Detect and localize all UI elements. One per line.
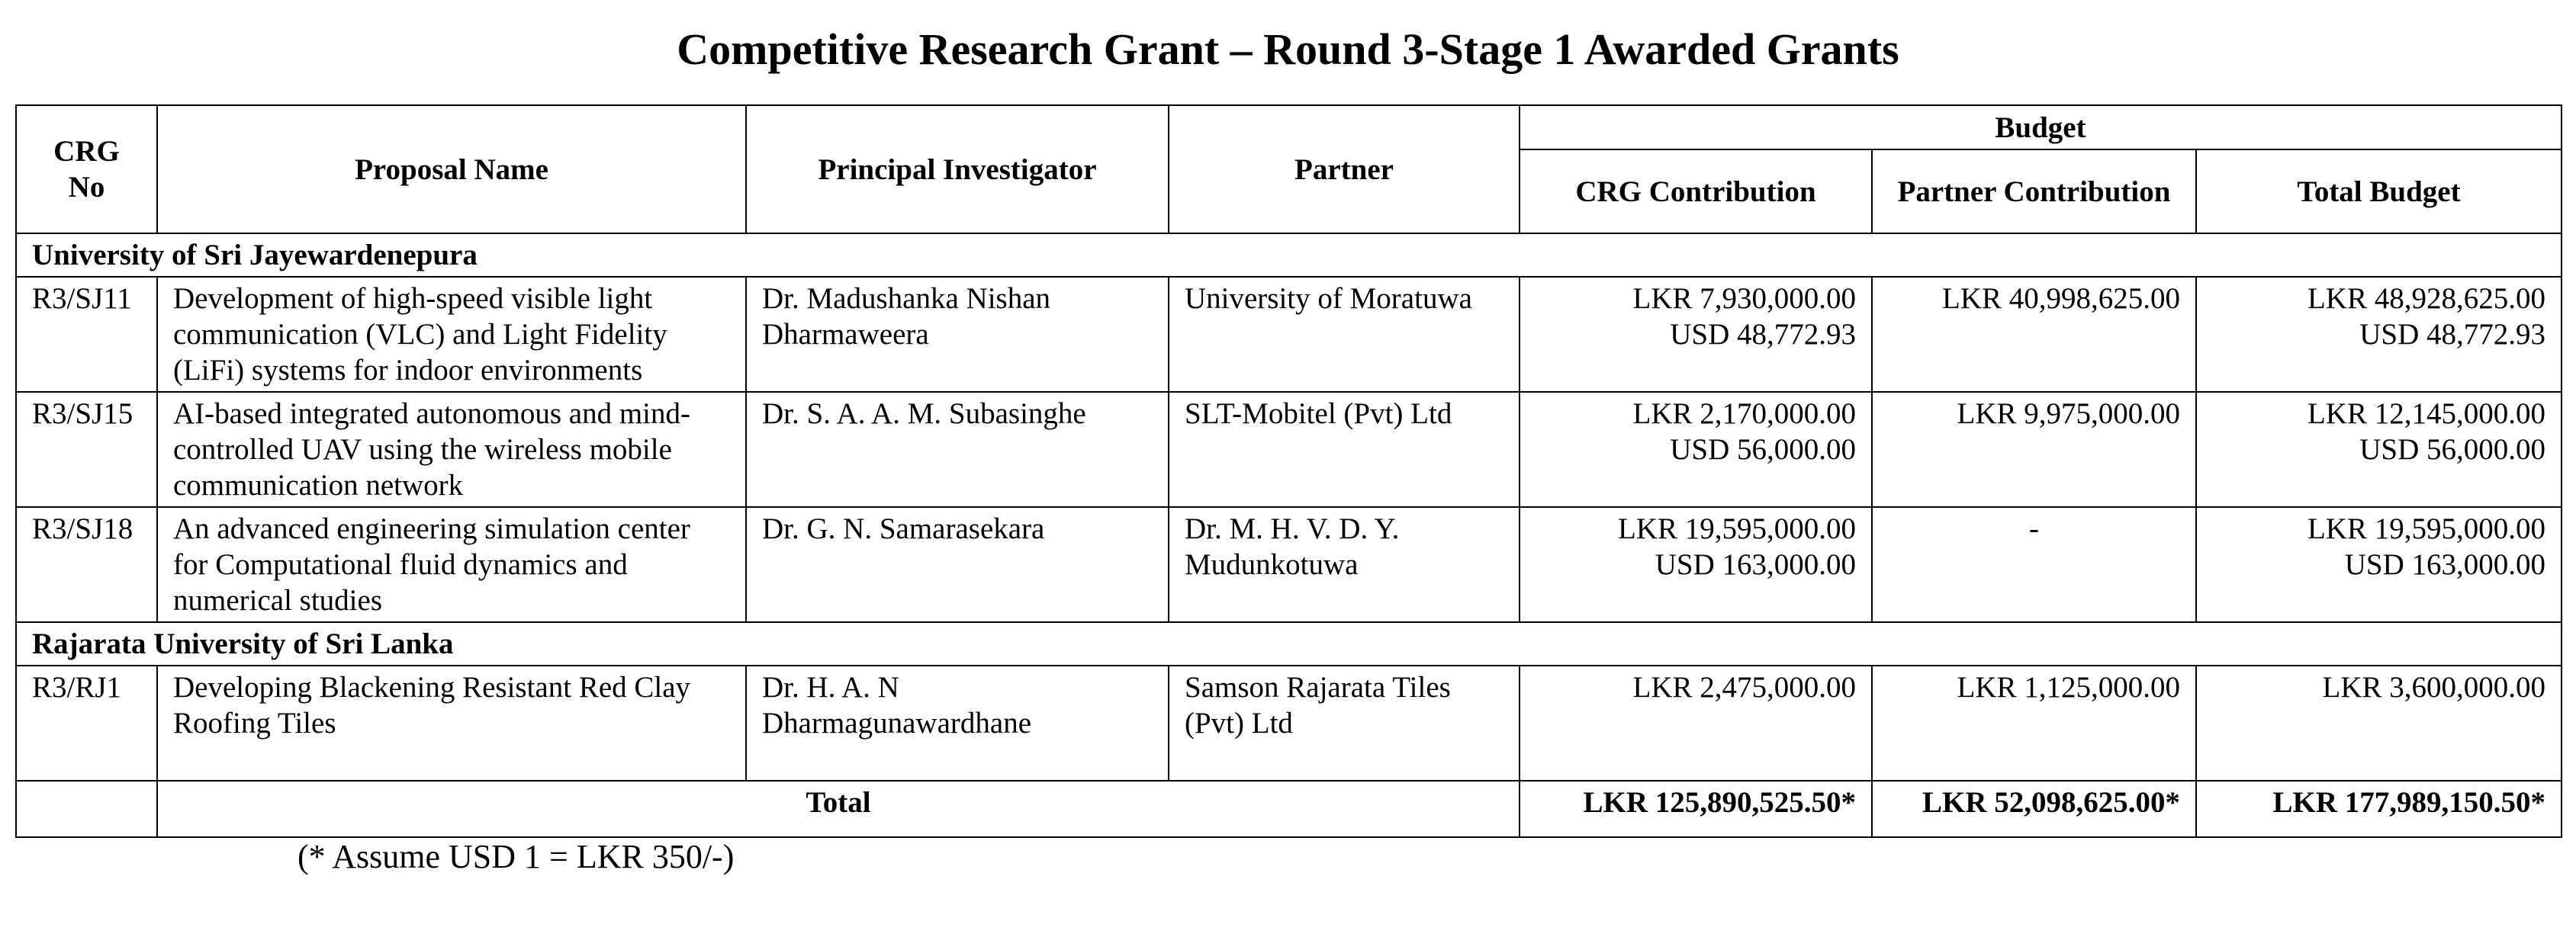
partner-cell xyxy=(1169,392,1520,507)
partner-cell xyxy=(1169,666,1520,781)
crg-contribution-cell-line-2: USD 56,000.00 xyxy=(1670,433,1856,466)
crg-contribution-cell-line-1: LKR 7,930,000.00 xyxy=(1632,282,1856,315)
total-crg: LKR 125,890,525.50* xyxy=(1520,781,1872,837)
pi-cell-line-1: Dr. S. A. A. M. Subasinghe xyxy=(762,397,1086,430)
crg-no-cell-line-1: R3/RJ1 xyxy=(32,671,122,704)
pi-cell xyxy=(746,392,1169,507)
header-partner-contribution: Partner Contribution xyxy=(1872,149,2196,233)
total-budget: LKR 177,989,150.50* xyxy=(2196,781,2562,837)
total-budget-cell xyxy=(2196,507,2562,622)
header-partner: Partner xyxy=(1169,105,1520,233)
partner-contribution-cell xyxy=(1872,392,2196,507)
university-row xyxy=(16,233,2562,277)
pi-cell xyxy=(746,507,1169,622)
crg-no-cell-line-1: R3/SJ11 xyxy=(32,282,132,315)
crg-no-cell xyxy=(16,392,157,507)
pi-cell-line-1: Dr. Madushanka Nishan Dharmaweera xyxy=(762,282,1051,351)
pi-cell-line-1: Dr. G. N. Samarasekara xyxy=(762,512,1045,545)
partner-cell xyxy=(1169,507,1520,622)
partner-cell-line-1: Samson Rajarata Tiles (Pvt) Ltd xyxy=(1185,671,1451,740)
header-budget: Budget xyxy=(1520,105,2562,149)
proposal-cell xyxy=(157,392,746,507)
total-budget-cell-line-1: LKR 48,928,625.00 xyxy=(2307,282,2545,315)
footnote: (* Assume USD 1 = LKR 350/-) xyxy=(297,838,735,875)
pi-cell-line-1: Dr. H. A. N Dharmagunawardhane xyxy=(762,671,1031,740)
table-row xyxy=(16,277,2562,392)
table-row xyxy=(16,507,2562,622)
total-budget-cell-line-1: LKR 12,145,000.00 xyxy=(2307,397,2545,430)
crg-no-cell xyxy=(16,277,157,392)
proposal-cell xyxy=(157,277,746,392)
total-budget-cell-line-1: LKR 19,595,000.00 xyxy=(2307,512,2545,545)
header-proposal-name: Proposal Name xyxy=(157,105,746,233)
proposal-cell xyxy=(157,507,746,622)
partner-cell-line-1: Dr. M. H. V. D. Y. Mudunkotuwa xyxy=(1185,512,1400,581)
university-row xyxy=(16,622,2562,666)
university-name: University of Sri Jayewardenepura xyxy=(16,233,2562,277)
crg-no-cell xyxy=(16,507,157,622)
partner-contribution-cell-line-1: - xyxy=(2029,512,2039,545)
header-crg-no-line1: CRG xyxy=(53,135,120,168)
proposal-cell-line-1: Developing Blackening Resistant Red Clay Roofing Tiles xyxy=(173,671,691,740)
partner-contribution-cell-line-1: LKR 9,975,000.00 xyxy=(1957,397,2180,430)
proposal-cell-line-1: AI-based integrated autonomous and mind-controlled UAV using the wireless mobile communication network xyxy=(173,397,690,502)
table-row xyxy=(16,666,2562,781)
total-budget-cell-line-2: USD 56,000.00 xyxy=(2359,433,2545,466)
proposal-cell xyxy=(157,666,746,781)
crg-contribution-cell-line-2: USD 163,000.00 xyxy=(1655,548,1856,581)
header-principal-investigator: Principal Investigator xyxy=(746,105,1169,233)
crg-contribution-cell xyxy=(1520,666,1872,781)
partner-contribution-cell xyxy=(1872,666,2196,781)
total-empty-cell xyxy=(16,781,157,837)
total-budget-cell xyxy=(2196,666,2562,781)
partner-cell-line-1: University of Moratuwa xyxy=(1185,282,1472,315)
total-budget-cell xyxy=(2196,392,2562,507)
total-row xyxy=(16,781,2562,837)
crg-contribution-cell xyxy=(1520,392,1872,507)
partner-cell-line-1: SLT-Mobitel (Pvt) Ltd xyxy=(1185,397,1452,430)
crg-no-cell-line-1: R3/SJ18 xyxy=(32,512,133,545)
pi-cell xyxy=(746,277,1169,392)
partner-contribution-cell-line-1: LKR 40,998,625.00 xyxy=(1942,282,2180,315)
partner-contribution-cell xyxy=(1872,277,2196,392)
page-title: Competitive Research Grant – Round 3-Stage 1 Awarded Grants xyxy=(677,24,1899,74)
crg-no-cell-line-1: R3/SJ15 xyxy=(32,397,133,430)
header-crg-contribution: CRG Contribution xyxy=(1520,149,1872,233)
crg-contribution-cell-line-1: LKR 19,595,000.00 xyxy=(1618,512,1856,545)
header-row xyxy=(16,105,2562,149)
total-partner: LKR 52,098,625.00* xyxy=(1872,781,2196,837)
proposal-cell-line-1: Development of high-speed visible light communication (VLC) and Light Fidelity (LiFi) systems for indoor environments xyxy=(173,282,667,387)
grants-table xyxy=(15,104,2562,838)
table-row xyxy=(16,392,2562,507)
crg-contribution-cell-line-1: LKR 2,475,000.00 xyxy=(1632,671,1856,704)
total-budget-cell xyxy=(2196,277,2562,392)
crg-contribution-cell-line-1: LKR 2,170,000.00 xyxy=(1632,397,1856,430)
crg-contribution-cell xyxy=(1520,507,1872,622)
header-crg-no xyxy=(16,105,157,233)
table-body xyxy=(16,233,2562,781)
total-budget-cell-line-1: LKR 3,600,000.00 xyxy=(2322,671,2545,704)
crg-no-cell xyxy=(16,666,157,781)
proposal-cell-line-1: An advanced engineering simulation center for Computational fluid dynamics and numerical studies xyxy=(173,512,690,617)
pi-cell xyxy=(746,666,1169,781)
total-budget-cell-line-2: USD 48,772.93 xyxy=(2359,318,2545,351)
crg-contribution-cell xyxy=(1520,277,1872,392)
header-crg-no-line2: No xyxy=(68,171,105,204)
partner-contribution-cell-line-1: LKR 1,125,000.00 xyxy=(1957,671,2180,704)
partner-cell xyxy=(1169,277,1520,392)
university-name: Rajarata University of Sri Lanka xyxy=(16,622,2562,666)
total-label: Total xyxy=(157,781,1520,837)
partner-contribution-cell xyxy=(1872,507,2196,622)
total-budget-cell-line-2: USD 163,000.00 xyxy=(2344,548,2545,581)
header-total-budget: Total Budget xyxy=(2196,149,2562,233)
crg-contribution-cell-line-2: USD 48,772.93 xyxy=(1670,318,1856,351)
